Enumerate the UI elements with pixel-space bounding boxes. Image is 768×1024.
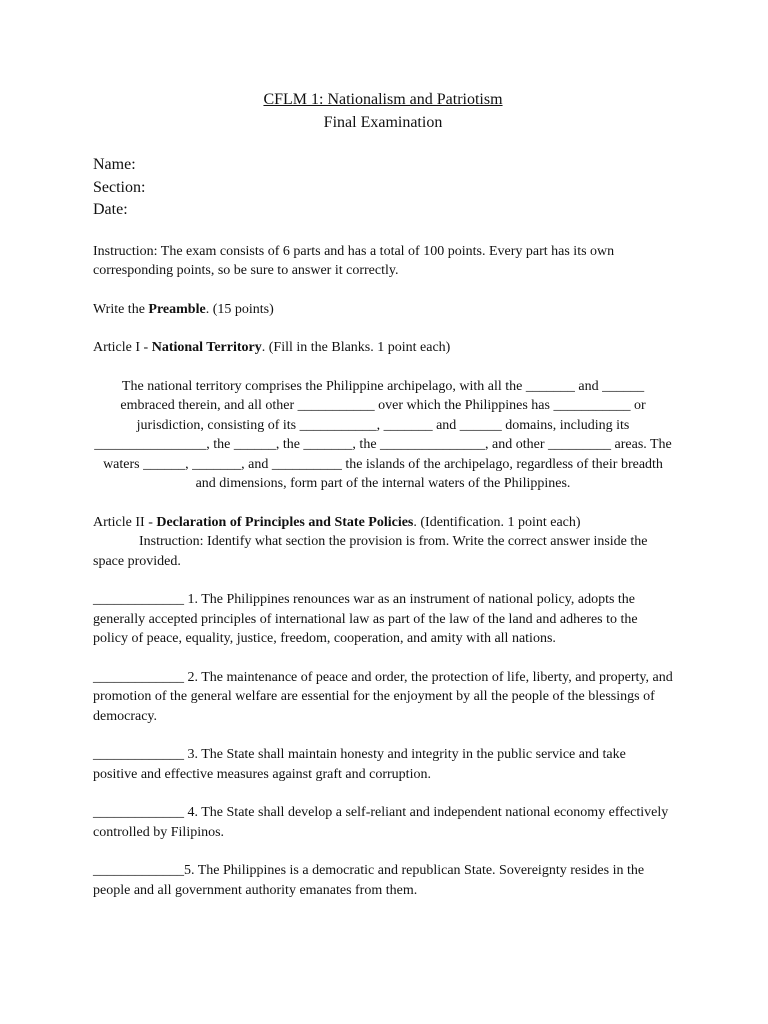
exam-page — [93, 88, 673, 900]
preamble-heading — [93, 300, 673, 320]
question-item: _____________5. The Philippines is a democratic and republican State. Sovereignty resides in the people and all government authority emanates from them. — [93, 863, 645, 898]
question-item: _____________ 3. The State shall maintain honesty and integrity in the public service and take positive and effective measures against graft and corruption. — [93, 747, 626, 782]
course-title: CFLM 1: Nationalism and Patriotism — [263, 91, 503, 108]
article1-heading — [93, 338, 673, 358]
article1-fill-in-text: The national territory comprises the Philippine archipelago, with all the _______ and ______ embraced therein, and all other ___________ over which the Philippines has ___________ or jurisdiction, consisting of its ___________, _______ and ______ domains, including its ________________, the ______, the _______, the _______________, and other _________ areas. The waters ______, _______, and __________ the islands of the archipelago, regardless of their breadth and dimensions, form part of the internal waters of the Philippines. — [94, 378, 672, 491]
student-fields — [93, 154, 673, 222]
question-item: _____________ 2. The maintenance of peace and order, the protection of life, liberty, and property, and promotion of the general welfare are essential for the enjoyment by all the people of the blessings of democracy. — [93, 669, 673, 724]
question-item: _____________ 1. The Philippines renounces war as an instrument of national policy, adopts the generally accepted principles of international law as part of the law of the land and adheres to the policy of peace, equality, justice, freedom, cooperation, and amity with all nations. — [93, 592, 638, 646]
preamble-suffix: . (15 points) — [205, 301, 274, 317]
article1-bold: National Territory — [151, 340, 262, 355]
date-field-label: Date: — [93, 201, 128, 218]
exam-title: Final Examination — [323, 114, 443, 131]
name-field-label: Name: — [93, 156, 136, 173]
question-item: _____________ 4. The State shall develop a self-reliant and independent national economy effectively controlled by Filipinos. — [93, 805, 669, 840]
article2-instruction: Instruction: Identify what section the provision is from. Write the correct answer inside the space provided. — [93, 534, 648, 569]
article2-prefix: Article II - — [93, 514, 157, 530]
section-field-label: Section: — [93, 178, 146, 196]
article1-suffix: . (Fill in the Blanks. 1 point each) — [261, 340, 451, 355]
general-instruction: Instruction: The exam consists of 6 parts and has a total of 100 points. Every part has its own corresponding points, so be sure to answer it correctly. — [93, 243, 615, 278]
preamble-bold: Preamble — [148, 301, 206, 317]
article2-suffix: . (Identification. 1 point each) — [413, 514, 581, 530]
article2-heading — [93, 513, 673, 533]
article1-prefix: Article I - — [93, 340, 152, 355]
article2-bold: Declaration of Principles and State Policies — [156, 514, 414, 530]
preamble-prefix: Write the — [93, 301, 149, 317]
